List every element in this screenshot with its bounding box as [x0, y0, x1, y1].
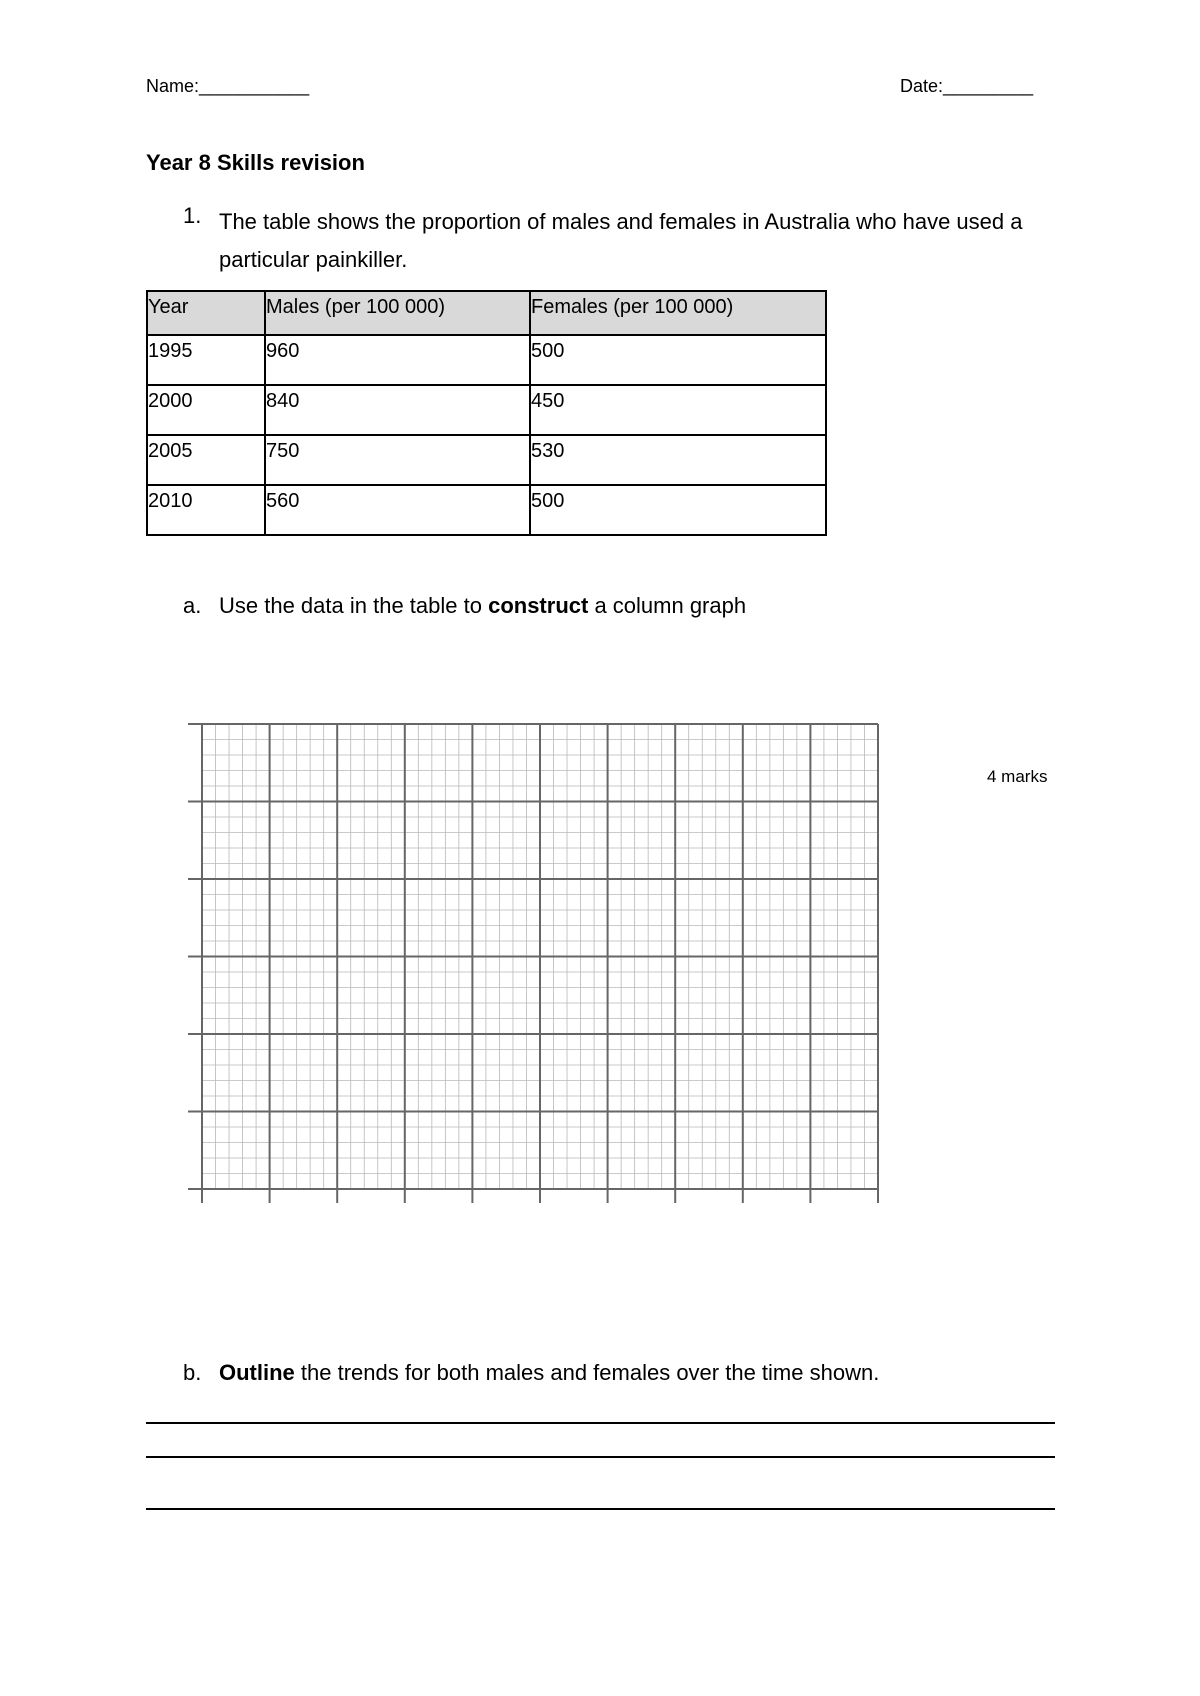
part-a-text-start: Use the data in the table to	[219, 593, 489, 618]
answer-line[interactable]	[146, 1456, 1055, 1458]
table-cell: 2010	[147, 485, 265, 535]
part-a-text-end: a column graph	[588, 593, 747, 618]
name-field-label: Name:___________	[146, 76, 310, 96]
table-cell: 500	[530, 335, 826, 385]
question-number: 1.	[183, 203, 202, 228]
table-row	[147, 485, 826, 535]
table-header-row	[147, 291, 826, 335]
table-cell: 2005	[147, 435, 265, 485]
table-header-cell: Females (per 100 000)	[530, 291, 826, 335]
part-b-keyword: Outline	[219, 1360, 295, 1385]
part-a-letter: a.	[183, 593, 202, 618]
data-table	[146, 290, 827, 536]
part-b-letter: b.	[183, 1360, 202, 1385]
table-row	[147, 435, 826, 485]
table-cell: 560	[265, 485, 530, 535]
table-cell: 750	[265, 435, 530, 485]
table-row	[147, 335, 826, 385]
page-title: Year 8 Skills revision	[146, 150, 365, 175]
answer-line[interactable]	[146, 1422, 1055, 1424]
table-cell: 960	[265, 335, 530, 385]
table-header-cell: Year	[147, 291, 265, 335]
table-cell: 1995	[147, 335, 265, 385]
part-b-question	[183, 1360, 880, 1386]
table-cell: 500	[530, 485, 826, 535]
marks-label: 4 marks	[987, 767, 1048, 786]
part-a-keyword: construct	[488, 593, 589, 618]
date-field-label: Date:_________	[900, 76, 1034, 96]
table-row	[147, 385, 826, 435]
graph-paper-grid[interactable]	[180, 710, 880, 1210]
table-cell: 2000	[147, 385, 265, 435]
table-cell: 840	[265, 385, 530, 435]
table-cell: 530	[530, 435, 826, 485]
question-text: The table shows the proportion of males and females in Australia who have used a particular painkiller.	[219, 209, 1023, 272]
part-a-text	[219, 593, 746, 619]
part-b-text-end: the trends for both males and females over the time shown.	[294, 1360, 880, 1385]
part-a-question	[183, 593, 747, 619]
answer-line[interactable]	[146, 1508, 1055, 1510]
table-cell: 450	[530, 385, 826, 435]
part-b-text	[219, 1360, 879, 1386]
table-header-cell: Males (per 100 000)	[265, 291, 530, 335]
